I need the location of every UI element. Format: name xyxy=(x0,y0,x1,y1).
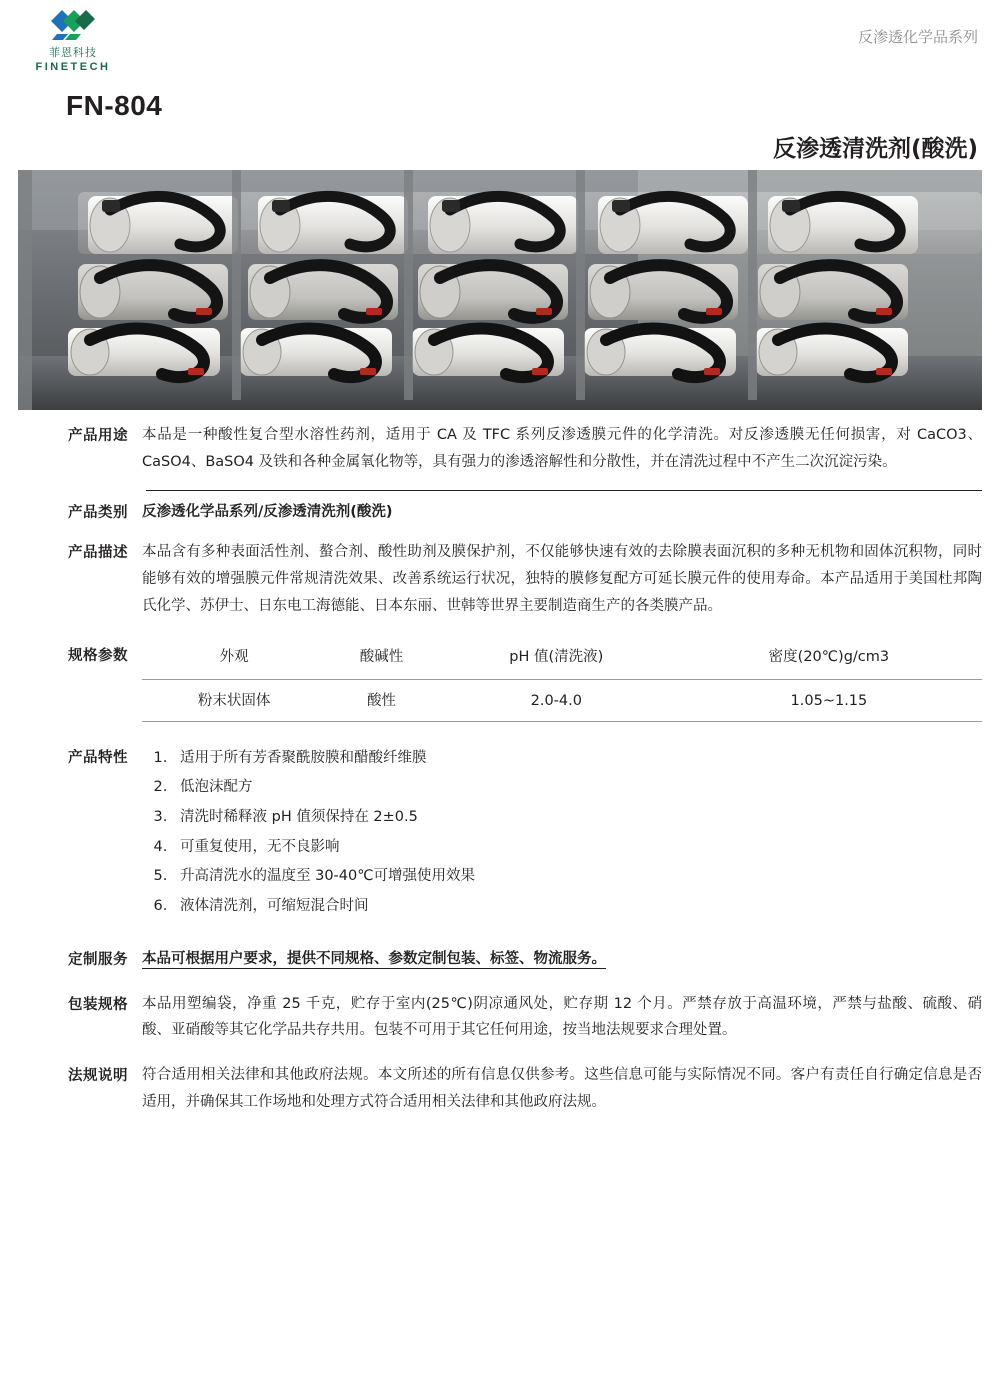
product-code: FN-804 xyxy=(66,90,163,121)
section-packaging-text: 本品用塑编袋，净重 25 千克，贮存于室内(25℃)阴凉通风处，贮存期 12 个月。严禁存放于高温环境，严禁与盐酸、硫酸、硝酸、亚硝酸等其它化学品共存共用。包装不可用于其它任何用途，按当地法规要求合理处置。 xyxy=(142,995,982,1039)
section-specs-label: 规格参数 xyxy=(68,647,128,664)
section-packaging-label: 包装规格 xyxy=(68,996,128,1013)
specs-value-density: 1.05~1.15 xyxy=(676,679,982,721)
list-item: 6. 液体清洗剂，可缩短混合时间 xyxy=(172,892,982,922)
page-header xyxy=(0,0,1000,82)
section-packaging xyxy=(18,991,982,1045)
specs-header-row xyxy=(142,642,982,679)
section-category-text: 反渗透化学品系列/反渗透清洗剂(酸洗) xyxy=(142,503,393,520)
logo-mark-icon xyxy=(49,8,97,42)
specs-header-ph: pH 值(清洗液) xyxy=(437,642,676,679)
section-usage-text: 本品是一种酸性复合型水溶性药剂，适用于 CA 及 TFC 系列反渗透膜元件的化学清洗。对反渗透膜无任何损害，对 CaCO3、CaSO4、BaSO4 及铁和各种金属氧化物等，具有强力的渗透溶解性和分散性，并在清洗过程中不产生二次沉淀污染。 xyxy=(142,427,982,470)
features-list xyxy=(142,744,982,922)
section-description xyxy=(18,539,982,619)
document-body xyxy=(0,422,1000,1116)
specs-header-acidity: 酸碱性 xyxy=(326,642,437,679)
header-series-text: 反渗透化学品系列 xyxy=(857,28,978,46)
specs-table xyxy=(142,642,982,722)
logo-english-name: FINETECH xyxy=(35,61,111,73)
section-features-label: 产品特性 xyxy=(68,749,128,766)
list-item: 4. 可重复使用，无不良影响 xyxy=(172,833,982,863)
table-row xyxy=(142,679,982,721)
section-custom-service-text: 本品可根据用户要求，提供不同规格、参数定制包装、标签、物流服务。 xyxy=(142,950,606,967)
company-logo xyxy=(18,8,128,73)
divider-rule xyxy=(146,490,982,491)
section-usage xyxy=(18,422,982,476)
product-name: 反渗透清洗剂(酸洗) xyxy=(772,136,978,162)
section-regulatory xyxy=(18,1062,982,1116)
section-description-label: 产品描述 xyxy=(68,545,128,562)
list-item: 5. 升高清洗水的温度至 30-40℃可增强使用效果 xyxy=(172,862,982,892)
section-category-label: 产品类别 xyxy=(68,504,128,521)
section-description-text: 本品含有多种表面活性剂、螯合剂、酸性助剂及膜保护剂，不仅能够快速有效的去除膜表面沉积的多种无机物和固体沉积物，同时能够有效的增强膜元件常规清洗效果、改善系统运行状况，独特的膜修复配方可延长膜元件的使用寿命。本产品适用于美国杜邦陶氏化学、苏伊士、日东电工海德能、日本东丽、世韩等世界主要制造商生产的各类膜产品。 xyxy=(142,544,982,615)
specs-value-appearance: 粉末状固体 xyxy=(142,679,326,721)
section-category xyxy=(18,499,982,526)
list-item: 2. 低泡沫配方 xyxy=(172,773,982,803)
specs-value-ph: 2.0-4.0 xyxy=(437,679,676,721)
specs-header-density: 密度(20℃)g/cm3 xyxy=(676,642,982,679)
section-custom-service xyxy=(18,946,982,973)
section-features xyxy=(18,744,982,922)
product-photo xyxy=(18,170,982,410)
section-regulatory-label: 法规说明 xyxy=(68,1068,128,1085)
list-item: 3. 清洗时稀释液 pH 值须保持在 2±0.5 xyxy=(172,803,982,833)
logo-chinese-name: 菲恩科技 xyxy=(49,46,97,59)
list-item: 1. 适用于所有芳香聚酰胺膜和醋酸纤维膜 xyxy=(172,744,982,774)
section-usage-label: 产品用途 xyxy=(68,428,128,444)
product-photo-graphic xyxy=(18,170,982,410)
specs-value-acidity: 酸性 xyxy=(326,679,437,721)
section-regulatory-text: 符合适用相关法律和其他政府法规。本文所述的所有信息仅供参考。这些信息可能与实际情况不同。客户有责任自行确定信息是否适用，并确保其工作场地和处理方式符合适用相关法律和其他政府法规。 xyxy=(142,1067,982,1111)
specs-header-appearance: 外观 xyxy=(142,642,326,679)
section-specs xyxy=(18,642,982,722)
section-custom-service-label: 定制服务 xyxy=(68,951,128,968)
title-block xyxy=(0,82,1000,170)
